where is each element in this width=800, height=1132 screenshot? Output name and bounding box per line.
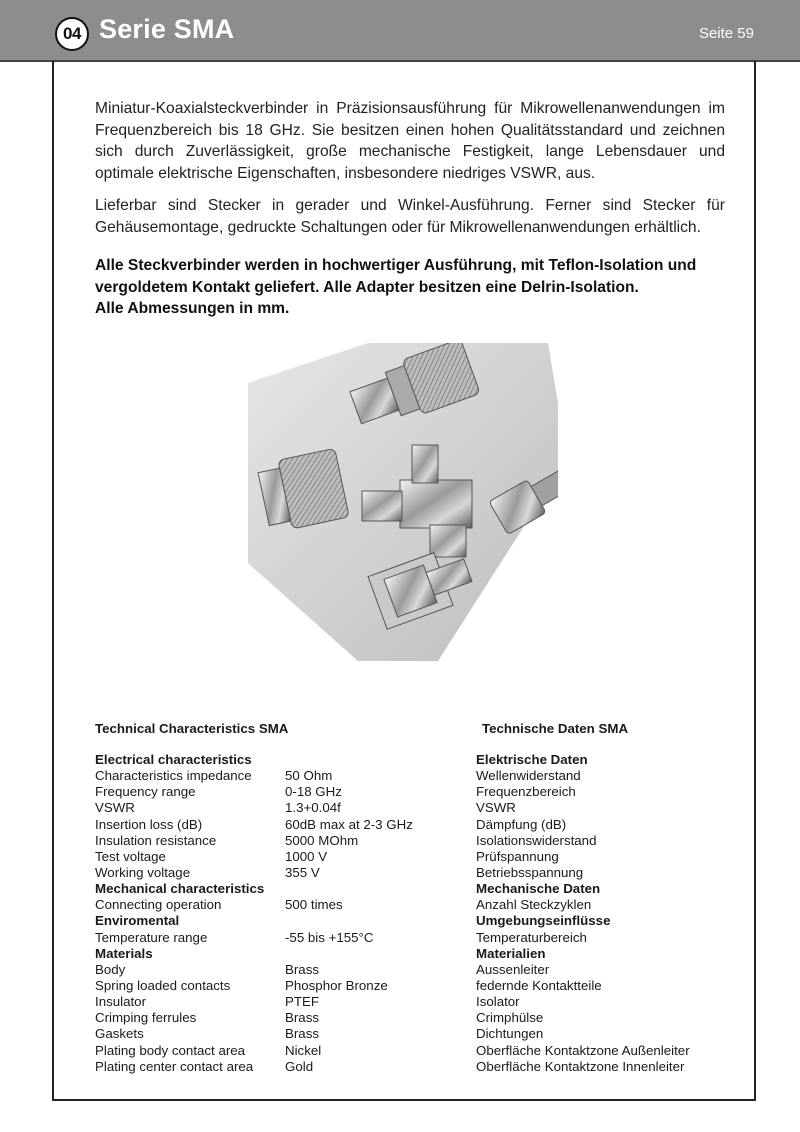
tech-value: 1.3+0.04f bbox=[285, 800, 341, 816]
tech-label-de: Aussenleiter bbox=[476, 961, 550, 977]
tech-label: Temperature range bbox=[95, 929, 208, 945]
tech-value: 5000 MOhm bbox=[285, 832, 359, 848]
tech-label-de: federnde Kontaktteile bbox=[476, 977, 602, 993]
tech-label-de: Crimphülse bbox=[476, 1010, 544, 1026]
tech-label-de: Prüfspannung bbox=[476, 848, 559, 864]
tech-value: Nickel bbox=[285, 1042, 322, 1058]
tech-heading-value bbox=[285, 752, 475, 768]
tech-value: Brass bbox=[285, 1026, 319, 1042]
intro-paragraph-1: Miniatur-Koaxialsteckverbinder in Präzisionsausführung für Mikrowellenanwendungen im Frequenzbereich bis 18 GHz. Sie besitzen einen hohen Qualitätsstandard und zeichnen sich durch Zuverlässigkeit, große mechanische Festigkeit, lange Lebensdauer und optimale elektrische Eigenschaften, insbesondere niedriges VSWR, aus. bbox=[95, 100, 725, 182]
tech-label-de: Isolationswiderstand bbox=[476, 832, 597, 848]
page-title: Serie SMA bbox=[99, 14, 235, 44]
tech-label-de: VSWR bbox=[476, 800, 516, 816]
tech-label: Insulator bbox=[95, 994, 146, 1010]
tech-label-de: Betriebsspannung bbox=[476, 864, 584, 880]
tech-label: Insertion loss (dB) bbox=[95, 816, 203, 832]
tech-label: Spring loaded contacts bbox=[95, 977, 231, 993]
tech-value: -55 bis +155°C bbox=[285, 929, 374, 945]
tech-value: PTEF bbox=[285, 994, 319, 1010]
tech-heading-value bbox=[285, 946, 475, 962]
tech-value: 1000 V bbox=[285, 848, 328, 864]
notice-paragraph bbox=[95, 255, 725, 320]
tech-title-en: Technical Characteristics SMA bbox=[95, 721, 289, 736]
section-number-badge: 04 bbox=[55, 17, 89, 51]
tech-value: 500 times bbox=[285, 897, 343, 913]
tech-label: Characteristics impedance bbox=[95, 768, 252, 784]
tech-heading-value bbox=[285, 913, 475, 929]
page-number: Seite 59 bbox=[698, 25, 754, 42]
tech-heading-value bbox=[285, 881, 475, 897]
tech-heading-label-de: Umgebungseinflüsse bbox=[476, 913, 611, 929]
tech-label-de: Oberfläche Kontaktzone Außenleiter bbox=[476, 1042, 690, 1058]
tech-label: Plating body contact area bbox=[95, 1042, 246, 1058]
tech-label: Gaskets bbox=[95, 1026, 144, 1042]
tech-label-de: Frequenzbereich bbox=[476, 784, 576, 800]
tech-value: Phosphor Bronze bbox=[285, 977, 388, 993]
tech-heading-label: Materials bbox=[95, 945, 153, 961]
tech-column-values bbox=[285, 752, 475, 1075]
tech-heading-label: Enviromental bbox=[95, 913, 180, 929]
tech-value: 60dB max at 2-3 GHz bbox=[285, 816, 413, 832]
tech-value: Gold bbox=[285, 1058, 314, 1074]
tech-label: VSWR bbox=[95, 800, 135, 816]
tech-label-de: Wellenwiderstand bbox=[476, 768, 581, 784]
tech-column-english bbox=[95, 752, 285, 1075]
tech-heading-label-de: Mechanische Daten bbox=[476, 881, 601, 897]
sma-connectors-photo bbox=[248, 343, 558, 661]
tech-label: Test voltage bbox=[95, 848, 166, 864]
tech-label-de: Isolator bbox=[476, 994, 520, 1010]
tech-title-de: Technische Daten SMA bbox=[482, 721, 629, 736]
tech-label-de: Dämpfung (dB) bbox=[476, 816, 567, 832]
notice-line-2: Alle Abmessungen in mm. bbox=[95, 300, 290, 317]
tech-label-de: Anzahl Steckzyklen bbox=[476, 897, 592, 913]
tech-label: Working voltage bbox=[95, 864, 191, 880]
tech-heading-label: Mechanical characteristics bbox=[95, 881, 265, 897]
page-header bbox=[0, 0, 800, 62]
tech-value: 0-18 GHz bbox=[285, 784, 342, 800]
tech-label: Frequency range bbox=[95, 784, 196, 800]
tech-label: Connecting operation bbox=[95, 897, 222, 913]
tech-label: Crimping ferrules bbox=[95, 1010, 197, 1026]
tech-column-german bbox=[476, 752, 736, 1075]
tech-value: 50 Ohm bbox=[285, 768, 333, 784]
tech-heading-label-de: Elektrische Daten bbox=[476, 752, 588, 767]
tech-value: Brass bbox=[285, 961, 319, 977]
tech-label-de: Temperaturbereich bbox=[476, 929, 587, 945]
tech-label-de: Oberfläche Kontaktzone Innenleiter bbox=[476, 1058, 685, 1074]
tech-label-de: Dichtungen bbox=[476, 1026, 544, 1042]
tech-value: 355 V bbox=[285, 864, 320, 880]
notice-line-1: Alle Steckverbinder werden in hochwertiger Ausführung, mit Teflon-Isolation und vergoldetem Kontakt geliefert. Alle Adapter besitzen eine Delrin-Isolation. bbox=[95, 257, 697, 296]
tech-heading-label: Electrical characteristics bbox=[95, 752, 252, 767]
tech-heading-label-de: Materialien bbox=[476, 945, 546, 961]
tech-value: Brass bbox=[285, 1010, 319, 1026]
tech-label: Plating center contact area bbox=[95, 1058, 254, 1074]
intro-paragraph-2: Lieferbar sind Stecker in gerader und Winkel-Ausführung. Ferner sind Stecker für Gehäusemontage, gedruckte Schaltungen oder für Mikrowellenanwendungen erhältlich. bbox=[95, 197, 725, 236]
tech-label: Insulation resistance bbox=[95, 832, 217, 848]
tech-label: Body bbox=[95, 961, 126, 977]
